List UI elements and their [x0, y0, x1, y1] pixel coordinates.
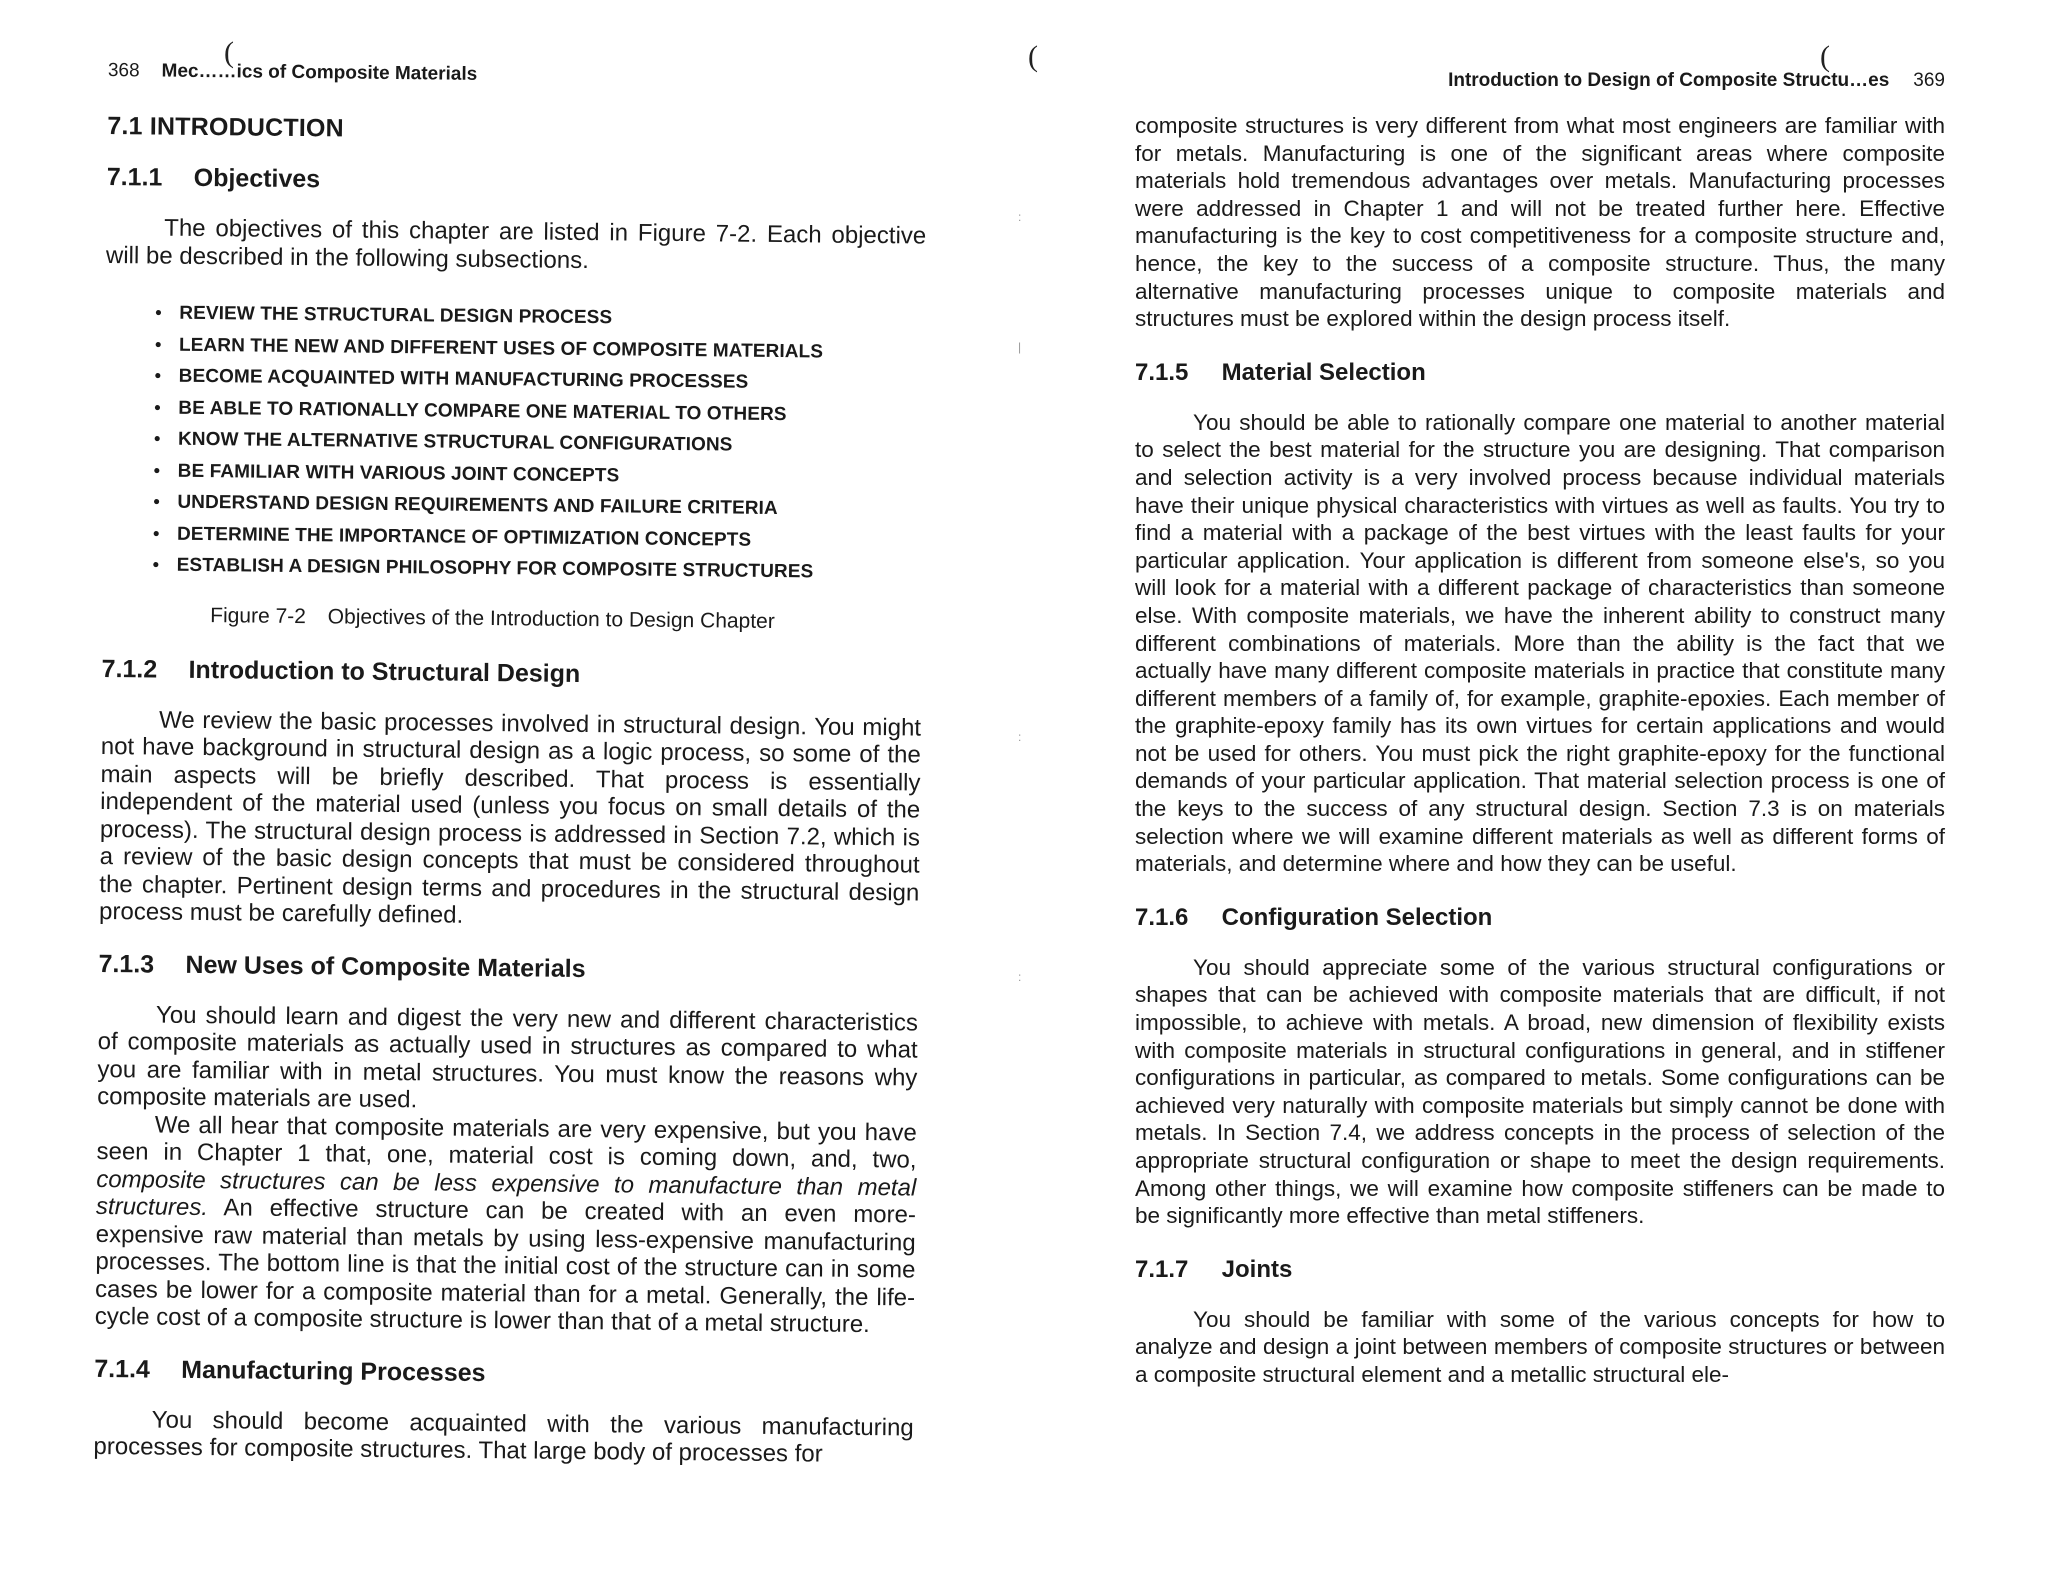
paragraph — [95, 1110, 917, 1339]
objectives-list — [153, 298, 926, 590]
scan-mark: ( — [1820, 40, 1830, 73]
paragraph: You should be able to rationally compare one material to another material to select the best material for the structure you are designing. That comparison and selection activity is a very involved process because individual materials have their unique physical characteristics with virtues as well as faults. You try to find a material with a package of the best virtues with the least faults for your particular application. Your application is different from someone else's, so you will look for a material with a different package of characteristics than someone else. With composite materials, we have the inherent ability to construct many different combinations of materials. More than the ability is the fact that we actually have many different composite materials in practice that constitute many different members of a family of, for example, graphite-epoxies. Each member of the graphite-epoxy family has its own virtues for certain applications and would not be used for others. You must pick the right graphite-epoxy for the functional demands of your particular application. That material selection process is one of the keys to the success of any structural design. Section 7.3 is on materials selection where we will examine different materials as well as different forms of materials, and determine where and how they can be useful. — [1135, 409, 1945, 877]
emphasis-text: composite structures can be less expensive to manufacture than metal structures. — [95, 1165, 917, 1222]
subsection-number: 7.1.6 — [1135, 903, 1189, 931]
subsection-heading-joints — [1135, 1256, 1945, 1284]
subsection-title: Introduction to Structural Design — [188, 655, 581, 688]
paragraph-text: An effective structure can be created with an even more-expensive raw material than metals by using less-expensive manufacturing processes. The bottom line is that the initial cost of the structure can in some cases be lower for a composite material than for a metal. Generally, the life-cycle cost of a composite structure is lower than that of a metal structure. — [94, 1194, 917, 1339]
scan-mark: ( — [224, 36, 234, 69]
subsection-heading-structural-design — [101, 654, 921, 692]
scan-mark: ( — [1028, 40, 1038, 73]
subsection-number: 7.1.4 — [94, 1354, 151, 1384]
paragraph: You should appreciate some of the various structural configurations or shapes that can be achieved with composite materials that are difficult, if not impossible, to achieve with metals. A broad, new dimension of flexibility exists with composite materials in structural configurations in general, and in stiffener configurations in particular, as compared to metals. Some configurations can be achieved very naturally with composite materials but simply cannot be done with metals. In Section 7.4, we address concepts in the process of selection of the appropriate structural configuration or shape to meet the design requirements. Among other things, we will examine how composite stiffeners can be made to be significantly more effective than metal stiffeners. — [1135, 954, 1945, 1229]
gutter: : | : : — [1018, 210, 1022, 984]
paragraph: composite structures is very different from what most engineers are familiar with for metals. Manufacturing is one of the significant areas where composite materials hold tremendous advantages over metals. Manufacturing processes were addressed in Chapter 1 and will not be treated further here. Effective manufacturing is the key to cost competitiveness for a composite structure and, hence, the key to the success of a composite structure. Thus, the many alternative manufacturing processes unique to composite materials and structures must be explored within the design process itself. — [1135, 113, 1945, 332]
list-item: • UNDERSTAND DESIGN REQUIREMENTS AND FAILURE CRITERIA — [153, 487, 923, 527]
paragraph: You should become acquainted with the various manufacturing processes for composite structures. That large body of processes for — [93, 1406, 914, 1468]
section-title: 7.1 INTRODUCTION — [107, 111, 345, 143]
list-item: • LEARN THE NEW AND DIFFERENT USES OF COMPOSITE MATERIALS — [155, 329, 925, 369]
subsection-number: 7.1.1 — [106, 162, 163, 192]
right-running-head — [1135, 70, 1945, 92]
paragraph-text: We all hear that composite materials are very expensive, but you have seen in Chapter 1 that, one, material cost is coming down, and, two, — [96, 1111, 917, 1174]
list-item: • BE ABLE TO RATIONALLY COMPARE ONE MATERIAL TO OTHERS — [154, 392, 924, 432]
right-page — [1135, 70, 1945, 1510]
page-number: 369 — [1913, 70, 1945, 91]
left-running-head — [108, 60, 928, 91]
subsection-title: Material Selection — [1221, 358, 1426, 386]
running-head-title: Introduction to Design of Composite Structu…es — [1448, 70, 1890, 91]
subsection-title: Objectives — [193, 163, 321, 194]
subsection-title: Joints — [1221, 1255, 1293, 1283]
list-item: • ESTABLISH A DESIGN PHILOSOPHY FOR COMPOSITE STRUCTURES — [153, 549, 923, 589]
figure-caption — [210, 604, 922, 635]
subsection-heading-configuration-selection — [1135, 904, 1945, 932]
subsection-number: 7.1.7 — [1135, 1255, 1189, 1283]
list-item: • BE FAMILIAR WITH VARIOUS JOINT CONCEPTS — [154, 455, 924, 495]
left-page — [93, 60, 928, 1509]
subsection-title: Manufacturing Processes — [181, 1355, 486, 1387]
paragraph: We review the basic processes involved in structural design. You might not have background in structural design as a logic process, so some of the main aspects will be briefly described. That process is essentially independent of the material used (unless you focus on small details of the process). The structural design process is addressed in Section 7.2, which is a review of the basic design concepts that must be considered throughout the chapter. Pertinent design terms and procedures in the structural design process must be carefully defined. — [98, 706, 922, 929]
subsection-number: 7.1.5 — [1135, 358, 1189, 386]
subsection-heading-new-uses — [98, 949, 918, 987]
subsection-title: New Uses of Composite Materials — [185, 950, 586, 983]
paragraph: You should be familiar with some of the various concepts for how to analyze and design a joint between members of composite structures or between a composite structural element and a metallic structural ele- — [1135, 1306, 1945, 1387]
figure-caption-text: Objectives of the Introduction to Design Chapter — [327, 604, 775, 633]
paragraph: You should learn and digest the very new and different characteristics of composite materials as actually used in structures as compared to what you are familiar with in metal structures. You must know the reasons why composite materials are used. — [97, 1001, 919, 1114]
subsection-number: 7.1.2 — [101, 654, 158, 684]
page-number: 368 — [107, 60, 140, 82]
list-item: • REVIEW THE STRUCTURAL DESIGN PROCESS — [155, 298, 925, 338]
paragraph: The objectives of this chapter are listed in Figure 7-2. Each objective will be described in the following subsections. — [105, 214, 927, 274]
list-item: • DETERMINE THE IMPORTANCE OF OPTIMIZATION CONCEPTS — [153, 518, 923, 558]
subsection-heading-material-selection — [1135, 359, 1945, 387]
list-item: • KNOW THE ALTERNATIVE STRUCTURAL CONFIGURATIONS — [154, 424, 924, 464]
subsection-title: Configuration Selection — [1221, 903, 1493, 931]
running-head-title: Mec……ics of Composite Materials — [161, 60, 478, 85]
subsection-number: 7.1.3 — [98, 949, 155, 979]
list-item: • BECOME ACQUAINTED WITH MANUFACTURING PROCESSES — [155, 361, 925, 401]
subsection-heading-manufacturing — [94, 1354, 914, 1392]
subsection-heading-objectives — [107, 163, 927, 201]
figure-number: Figure 7-2 — [210, 603, 307, 628]
